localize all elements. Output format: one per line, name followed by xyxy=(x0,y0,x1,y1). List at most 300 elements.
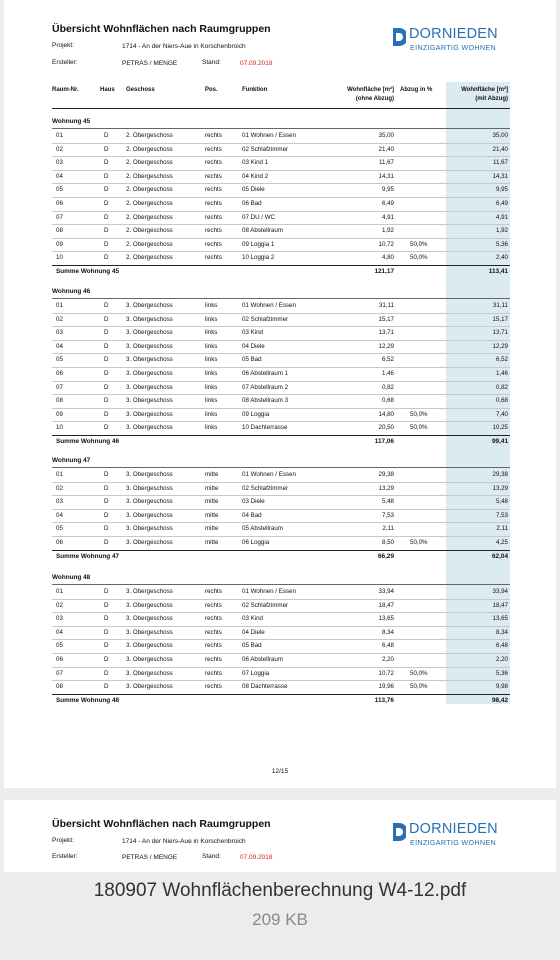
table-cell: 15,17 xyxy=(378,315,394,323)
table-cell: mitte xyxy=(205,498,219,506)
table-row xyxy=(52,599,510,614)
table-cell: 3. Obergeschoss xyxy=(126,397,173,405)
table-cell: 4,25 xyxy=(495,539,508,546)
pdf-page-next xyxy=(4,800,556,872)
table-row xyxy=(52,156,510,171)
table-cell: links xyxy=(205,329,218,337)
table-cell: 50,0% xyxy=(410,683,428,691)
col-abzug: Abzug in % xyxy=(400,87,433,93)
table-cell: 01 Wohnen / Essen xyxy=(242,302,296,309)
table-cell: 08 Abstellraum 3 xyxy=(242,397,289,405)
table-cell: 2. Obergeschoss xyxy=(126,200,173,207)
table-cell: 06 xyxy=(56,656,63,663)
table-cell: 01 xyxy=(56,588,63,595)
table-cell: D xyxy=(104,356,109,364)
group-sum-row xyxy=(52,435,510,447)
table-row xyxy=(52,340,510,355)
projekt-value: 1714 - An der Niers-Aue in Korschenbroich xyxy=(122,43,246,50)
table-cell: 18,47 xyxy=(492,601,508,609)
table-cell: 2. Obergeschoss xyxy=(126,159,173,167)
logo-name-2: DORNIEDEN xyxy=(409,821,498,837)
table-cell: mitte xyxy=(205,511,219,519)
table-cell: D xyxy=(104,172,109,180)
table-cell: 05 xyxy=(56,525,63,533)
table-cell: 09 Loggia 1 xyxy=(242,240,275,248)
col-wohnflaeche-mit xyxy=(444,86,508,104)
table-row xyxy=(52,680,510,695)
table-cell: 10 Loggia 2 xyxy=(242,254,275,262)
group-sum-row xyxy=(52,265,510,277)
table-cell: 8,34 xyxy=(495,628,508,636)
table-cell: 08 xyxy=(56,397,63,405)
col-raum: Raum-Nr. xyxy=(52,87,79,93)
file-name[interactable]: 180907 Wohnflächenberechnung W4-12.pdf xyxy=(93,880,467,901)
table-cell: 06 xyxy=(56,200,63,207)
table-cell: 10 xyxy=(56,254,63,262)
table-cell: 3. Obergeschoss xyxy=(126,669,173,677)
table-cell: 03 Diele xyxy=(242,498,265,506)
table-row xyxy=(52,612,510,627)
table-cell: links xyxy=(205,397,218,405)
table-cell: rechts xyxy=(205,683,222,691)
table-cell: 3. Obergeschoss xyxy=(126,498,173,506)
table-cell: 3. Obergeschoss xyxy=(126,302,173,309)
table-cell: rechts xyxy=(205,628,222,636)
table-row xyxy=(52,495,510,510)
table-cell: 05 xyxy=(56,186,63,194)
sum-label: Summe Wohnung 48 xyxy=(56,696,120,704)
sum-mit-abzug: 113,41 xyxy=(488,268,508,275)
table-cell: rechts xyxy=(205,601,222,609)
logo-name: DORNIEDEN xyxy=(409,26,498,42)
table-cell: 06 Loggia xyxy=(242,539,270,546)
table-cell: 2,40 xyxy=(495,254,508,262)
table-cell: rechts xyxy=(205,227,222,235)
table-cell: 11,67 xyxy=(492,159,508,167)
table-cell: 3. Obergeschoss xyxy=(126,383,173,391)
table-cell: 05 xyxy=(56,356,63,364)
col-wohnflaeche-ohne xyxy=(322,86,394,104)
table-row xyxy=(52,197,510,212)
table-cell: 2. Obergeschoss xyxy=(126,213,173,221)
table-cell: 6,48 xyxy=(381,642,394,650)
col-wohnflaeche-ohne-line1: Wohnfläche [m²] xyxy=(347,87,394,93)
table-row xyxy=(52,667,510,682)
table-cell: 02 xyxy=(56,145,63,153)
table-cell: 03 xyxy=(56,329,63,337)
table-cell: D xyxy=(104,656,109,663)
table-cell: 9,95 xyxy=(381,186,394,194)
table-cell: 50,0% xyxy=(410,424,428,432)
table-cell: D xyxy=(104,186,109,194)
table-cell: 2,20 xyxy=(495,656,508,663)
table-cell: D xyxy=(104,471,109,478)
table-row xyxy=(52,639,510,654)
table-cell: 4,91 xyxy=(495,213,508,221)
stand-value: 07.09.2018 xyxy=(240,60,273,67)
table-cell: 14,80 xyxy=(378,410,394,418)
table-cell: 6,52 xyxy=(381,356,394,364)
table-cell: D xyxy=(104,410,109,418)
table-cell: 10 xyxy=(56,424,63,432)
sum-mit-abzug: 62,04 xyxy=(492,552,508,560)
table-cell: 04 xyxy=(56,628,63,636)
table-cell: 02 xyxy=(56,601,63,609)
table-cell: links xyxy=(205,315,218,323)
table-cell: 1,46 xyxy=(495,370,508,377)
table-cell: 7,53 xyxy=(381,511,394,519)
table-cell: 07 xyxy=(56,383,63,391)
document-title-2: Übersicht Wohnflächen nach Raumgruppen xyxy=(52,818,271,830)
table-cell: rechts xyxy=(205,669,222,677)
table-cell: links xyxy=(205,370,218,377)
sum-label: Summe Wohnung 45 xyxy=(56,268,120,275)
dornieden-logo xyxy=(392,25,512,59)
table-cell: 10,72 xyxy=(378,240,394,248)
table-cell: rechts xyxy=(205,254,222,262)
table-row xyxy=(52,170,510,185)
table-cell: 2. Obergeschoss xyxy=(126,227,173,235)
table-cell: D xyxy=(104,498,109,506)
table-row xyxy=(52,183,510,198)
table-cell: 05 Abstellraum xyxy=(242,525,283,533)
table-cell: links xyxy=(205,342,218,350)
table-cell: D xyxy=(104,227,109,235)
table-cell: 2. Obergeschoss xyxy=(126,240,173,248)
projekt-label-2: Projekt: xyxy=(52,837,75,844)
table-cell: 03 Kind xyxy=(242,329,263,337)
group-title: Wohnung 46 xyxy=(52,288,91,295)
table-cell: 2. Obergeschoss xyxy=(126,145,173,153)
table-cell: 07 xyxy=(56,213,63,221)
table-cell: D xyxy=(104,240,109,248)
table-cell: 02 Schlafzimmer xyxy=(242,484,289,492)
table-cell: 03 xyxy=(56,498,63,506)
table-row xyxy=(52,313,510,328)
table-cell: 01 Wohnen / Essen xyxy=(242,132,296,139)
table-cell: 01 xyxy=(56,471,63,478)
table-cell: 21,40 xyxy=(378,145,394,153)
table-cell: 0,82 xyxy=(495,383,508,391)
table-cell: 3. Obergeschoss xyxy=(126,525,173,533)
table-cell: D xyxy=(104,145,109,153)
table-cell: 5,36 xyxy=(495,669,508,677)
table-cell: D xyxy=(104,315,109,323)
table-cell: D xyxy=(104,669,109,677)
table-cell: 2. Obergeschoss xyxy=(126,132,173,139)
col-funktion: Funktion xyxy=(242,87,268,93)
table-cell: 05 Bad xyxy=(242,642,262,650)
table-cell: 31,11 xyxy=(492,302,508,309)
table-cell: 3. Obergeschoss xyxy=(126,356,173,364)
table-row xyxy=(52,251,510,266)
table-cell: D xyxy=(104,615,109,623)
pdf-page xyxy=(4,0,556,788)
table-cell: rechts xyxy=(205,213,222,221)
table-cell: 2,11 xyxy=(382,525,394,533)
table-cell: 20,50 xyxy=(378,424,394,432)
table-cell: rechts xyxy=(205,159,222,167)
table-cell: mitte xyxy=(205,471,219,478)
table-cell: 08 Dachterrasse xyxy=(242,683,288,691)
table-cell: 04 Diele xyxy=(242,628,265,636)
table-cell: D xyxy=(104,132,109,139)
table-cell: 6,49 xyxy=(381,200,394,207)
table-cell: 3. Obergeschoss xyxy=(126,424,173,432)
table-row xyxy=(52,394,510,409)
table-cell: D xyxy=(104,628,109,636)
table-cell: 29,38 xyxy=(378,471,394,478)
table-row xyxy=(52,536,510,551)
table-cell: links xyxy=(205,356,218,364)
table-cell: 0,68 xyxy=(381,397,394,405)
table-cell: 19,96 xyxy=(378,683,394,691)
table-cell: 3. Obergeschoss xyxy=(126,642,173,650)
table-cell: rechts xyxy=(205,186,222,194)
group-title: Wohnung 47 xyxy=(52,457,91,464)
table-cell: 15,17 xyxy=(492,315,508,323)
table-cell: 13,65 xyxy=(492,615,508,623)
table-cell: D xyxy=(104,601,109,609)
table-cell: 33,94 xyxy=(378,588,394,595)
logo-mark-icon xyxy=(392,27,406,47)
logo-tagline: EINZIGARTIG WOHNEN xyxy=(410,43,496,52)
table-cell: D xyxy=(104,424,109,432)
table-cell: 05 Diele xyxy=(242,186,265,194)
logo-mark-icon xyxy=(392,822,406,842)
table-cell: mitte xyxy=(205,539,219,546)
group-sum-row xyxy=(52,550,510,562)
ersteller-label-2: Ersteller: xyxy=(52,853,78,860)
col-wohnflaeche-mit-line1: Wohnfläche [m²] xyxy=(461,87,508,93)
table-cell: 3. Obergeschoss xyxy=(126,410,173,418)
sum-mit-abzug: 98,42 xyxy=(492,696,508,704)
col-wohnflaeche-mit-line2: (mit Abzug) xyxy=(475,96,508,102)
table-cell: 7,53 xyxy=(495,511,508,519)
table-cell: 10,72 xyxy=(378,669,394,677)
table-cell: 14,31 xyxy=(492,172,508,180)
table-cell: 04 xyxy=(56,342,63,350)
table-row xyxy=(52,408,510,423)
table-cell: D xyxy=(104,539,109,546)
table-cell: 6,48 xyxy=(495,642,508,650)
table-cell: 50,0% xyxy=(410,254,428,262)
table-cell: 3. Obergeschoss xyxy=(126,342,173,350)
table-cell: 29,38 xyxy=(492,471,508,478)
table-cell: links xyxy=(205,410,218,418)
table-cell: D xyxy=(104,213,109,221)
table-cell: 31,11 xyxy=(378,302,394,309)
table-cell: 18,47 xyxy=(378,601,394,609)
table-cell: 05 xyxy=(56,642,63,650)
table-cell: 02 Schlafzimmer xyxy=(242,601,289,609)
sum-ohne-abzug: 113,76 xyxy=(374,696,394,704)
table-cell: 08 xyxy=(56,227,63,235)
table-cell: rechts xyxy=(205,240,222,248)
table-cell: 3. Obergeschoss xyxy=(126,511,173,519)
table-cell: links xyxy=(205,383,218,391)
table-row xyxy=(52,224,510,239)
table-cell: rechts xyxy=(205,200,222,207)
table-cell: 02 xyxy=(56,315,63,323)
table-cell: 8,34 xyxy=(381,628,394,636)
col-wohnflaeche-ohne-line2: (ohne Abzug) xyxy=(355,96,394,102)
table-cell: 01 Wohnen / Essen xyxy=(242,471,296,478)
table-cell: D xyxy=(104,588,109,595)
table-cell: D xyxy=(104,254,109,262)
table-cell: 3. Obergeschoss xyxy=(126,484,173,492)
table-cell: 33,94 xyxy=(492,588,508,595)
table-cell: D xyxy=(104,383,109,391)
table-cell: mitte xyxy=(205,525,219,533)
table-cell: links xyxy=(205,424,218,432)
table-cell: 10,25 xyxy=(492,424,508,432)
table-row xyxy=(52,143,510,158)
table-row xyxy=(52,468,510,483)
table-cell: D xyxy=(104,397,109,405)
table-cell: 4,91 xyxy=(381,213,394,221)
table-row xyxy=(52,585,510,600)
table-cell: 09 xyxy=(56,240,63,248)
table-cell: 06 Bad xyxy=(242,200,262,207)
page-number: 12/15 xyxy=(271,768,289,775)
table-cell: 3. Obergeschoss xyxy=(126,539,173,546)
sum-ohne-abzug: 121,17 xyxy=(374,268,394,275)
table-cell: 13,71 xyxy=(378,329,394,337)
table-cell: 50,0% xyxy=(410,539,428,546)
sum-ohne-abzug: 117,06 xyxy=(374,438,394,445)
table-cell: 2,11 xyxy=(496,525,508,533)
table-cell: 08 xyxy=(56,683,63,691)
group-sum-row xyxy=(52,694,510,706)
table-cell: 3. Obergeschoss xyxy=(126,471,173,478)
group-title: Wohnung 45 xyxy=(52,118,91,125)
table-cell: 1,92 xyxy=(495,227,508,235)
table-cell: 3. Obergeschoss xyxy=(126,588,173,595)
table-cell: D xyxy=(104,511,109,519)
table-cell: 2. Obergeschoss xyxy=(126,254,173,262)
table-cell: 8,50 xyxy=(381,539,394,546)
stand-label: Stand: xyxy=(202,59,221,66)
projekt-label: Projekt: xyxy=(52,42,75,49)
table-cell: 3. Obergeschoss xyxy=(126,329,173,337)
table-cell: 5,48 xyxy=(495,498,508,506)
table-cell: rechts xyxy=(205,145,222,153)
table-cell: rechts xyxy=(205,656,222,663)
table-cell: 5,36 xyxy=(495,240,508,248)
table-row xyxy=(52,653,510,668)
table-cell: 04 Kind 2 xyxy=(242,172,269,180)
table-row xyxy=(52,421,510,436)
table-row xyxy=(52,129,510,144)
table-cell: 04 xyxy=(56,511,63,519)
table-cell: 50,0% xyxy=(410,410,428,418)
table-cell: 6,52 xyxy=(495,356,508,364)
table-cell: 3. Obergeschoss xyxy=(126,315,173,323)
table-cell: 07 xyxy=(56,669,63,677)
table-row xyxy=(52,326,510,341)
table-cell: 02 Schlafzimmer xyxy=(242,145,289,153)
table-cell: 2. Obergeschoss xyxy=(126,186,173,194)
table-cell: rechts xyxy=(205,132,222,139)
table-cell: 6,49 xyxy=(495,200,508,207)
ersteller-value-2: PETRAS / MENGE xyxy=(122,854,178,861)
table-cell: 05 Bad xyxy=(242,356,262,364)
table-cell: D xyxy=(104,329,109,337)
table-cell: 35,00 xyxy=(492,132,508,139)
table-cell: 06 Abstellraum 1 xyxy=(242,370,289,377)
table-cell: 0,82 xyxy=(381,383,394,391)
table-cell: 3. Obergeschoss xyxy=(126,683,173,691)
table-row xyxy=(52,353,510,368)
table-row xyxy=(52,299,510,314)
sum-mit-abzug: 99,41 xyxy=(492,438,508,445)
sum-label: Summe Wohnung 46 xyxy=(56,438,120,445)
table-row xyxy=(52,482,510,497)
table-row xyxy=(52,211,510,226)
table-cell: 2,20 xyxy=(381,656,394,663)
ersteller-label: Ersteller: xyxy=(52,59,78,66)
table-cell: rechts xyxy=(205,172,222,180)
table-cell: 9,95 xyxy=(495,186,508,194)
table-cell: 1,92 xyxy=(381,227,394,235)
sum-label: Summe Wohnung 47 xyxy=(56,552,120,560)
table-cell: mitte xyxy=(205,484,219,492)
header-rule xyxy=(52,108,510,109)
stand-label-2: Stand: xyxy=(202,853,221,860)
table-cell: links xyxy=(205,302,218,309)
table-cell: 35,00 xyxy=(378,132,394,139)
table-cell: rechts xyxy=(205,588,222,595)
table-cell: 50,0% xyxy=(410,240,428,248)
table-cell: 01 xyxy=(56,132,63,139)
table-cell: D xyxy=(104,484,109,492)
projekt-value-2: 1714 - An der Niers-Aue in Korschenbroich xyxy=(122,838,246,845)
table-cell: 3. Obergeschoss xyxy=(126,656,173,663)
table-cell: rechts xyxy=(205,615,222,623)
table-row xyxy=(52,522,510,537)
table-row xyxy=(52,367,510,382)
table-cell: 4,80 xyxy=(381,254,394,262)
table-cell: 5,48 xyxy=(381,498,394,506)
logo-tagline-2: EINZIGARTIG WOHNEN xyxy=(410,838,496,847)
table-cell: 03 xyxy=(56,159,63,167)
table-row xyxy=(52,509,510,524)
table-cell: 7,40 xyxy=(495,410,508,418)
table-cell: 03 Kind 1 xyxy=(242,159,269,167)
table-cell: 09 Loggia xyxy=(242,410,270,418)
document-title: Übersicht Wohnflächen nach Raumgruppen xyxy=(52,23,271,35)
group-title: Wohnung 48 xyxy=(52,574,91,581)
table-cell: D xyxy=(104,200,109,207)
table-cell: rechts xyxy=(205,642,222,650)
table-cell: D xyxy=(104,159,109,167)
table-row xyxy=(52,626,510,641)
col-haus: Haus xyxy=(100,87,115,93)
sum-ohne-abzug: 66,29 xyxy=(378,552,394,560)
table-cell: 13,29 xyxy=(492,484,508,492)
table-cell: 03 xyxy=(56,615,63,623)
table-cell: D xyxy=(104,642,109,650)
ersteller-value: PETRAS / MENGE xyxy=(122,60,178,67)
table-cell: 13,71 xyxy=(492,329,508,337)
table-cell: 06 Abstellraum xyxy=(242,656,283,663)
table-cell: 09 xyxy=(56,410,63,418)
table-cell: 04 Bad xyxy=(242,511,262,519)
table-cell: 10 Dachterrasse xyxy=(242,424,288,432)
table-cell: 3. Obergeschoss xyxy=(126,370,173,377)
table-cell: 07 Abstellraum 2 xyxy=(242,383,289,391)
